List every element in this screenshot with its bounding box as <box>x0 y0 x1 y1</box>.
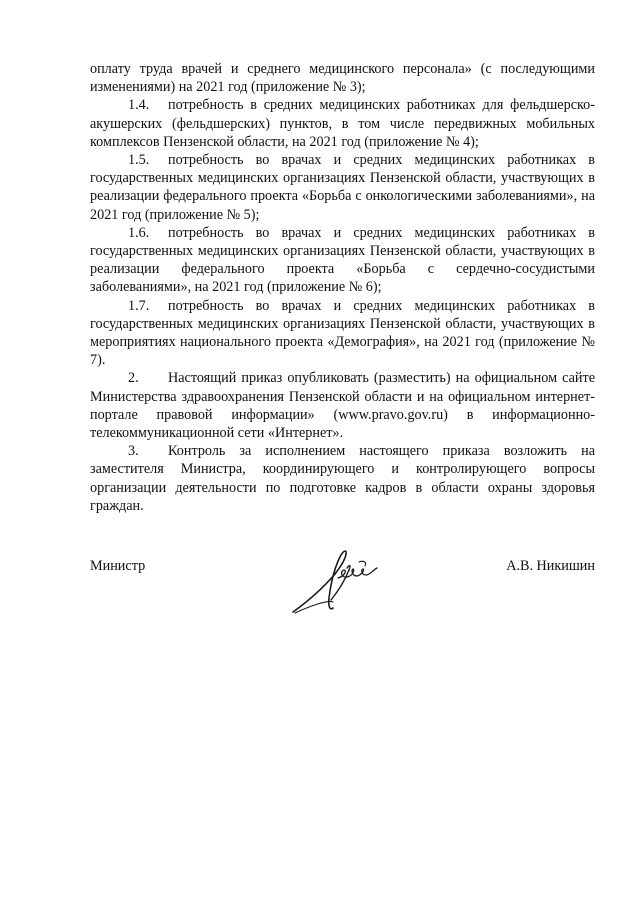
paragraph-number: 3. <box>128 443 139 460</box>
paragraph-1-4 <box>90 96 595 151</box>
document-body <box>90 60 595 515</box>
paragraph-number: 1.7. <box>128 297 150 314</box>
signature-block <box>90 540 595 630</box>
paragraph-number: 1.6. <box>128 224 150 241</box>
paragraph-text: потребность во врачах и средних медицинских работниках в государственных медицинских организациях Пензенской области, участвующих в мероприятиях национального проекта «Демография», на 2021 год (приложение № 7). <box>90 297 595 369</box>
paragraph-1-6 <box>90 224 595 297</box>
paragraph-text: потребность во врачах и средних медицинских работниках в государственных медицинских организациях Пензенской области, участвующих в реализации федерального проекта «Борьба с сердечно-сосудистыми заболеваниями», на 2021 год (приложение № 6); <box>90 224 595 296</box>
paragraph-2 <box>90 369 595 442</box>
paragraph-number: 2. <box>128 370 139 387</box>
paragraph-text: потребность в средних медицинских работниках для фельдшерско-акушерских (фельдшерских) пунктов, в том числе передвижных мобильных комплексов Пензенской области, на 2021 год (приложение № 4); <box>90 97 595 150</box>
handwritten-signature-icon <box>275 540 395 630</box>
paragraph-1-5 <box>90 151 595 224</box>
signatory-name: А.В. Никишин <box>506 558 595 574</box>
paragraph-3 <box>90 442 595 515</box>
paragraph-text: Контроль за исполнением настоящего приказа возложить на заместителя Министра, координирующего и контролирующего вопросы организации деятельности по подготовке кадров в области охраны здоровья граждан. <box>90 443 595 514</box>
paragraph-1-7 <box>90 297 595 370</box>
paragraph-text: потребность во врачах и средних медицинских работниках в государственных медицинских организациях Пензенской области, участвующих в реализации федерального проекта «Борьба с онкологическими заболеваниями», на 2021 год (приложение № 5); <box>90 152 595 223</box>
paragraph-continuation <box>90 60 595 96</box>
paragraph-text: оплату труда врачей и среднего медицинского персонала» (с последующими изменениями) на 2021 год (приложение № 3); <box>90 61 595 96</box>
paragraph-number: 1.4. <box>128 97 150 114</box>
paragraph-text: Настоящий приказ опубликовать (разместить) на официальном сайте Министерства здравоохранения Пензенской области и на официальном интернет-портале правовой информации» (www.pravo.gov.ru) в информационно-телекоммуникационной сети «Интернет». <box>90 370 595 442</box>
signatory-role: Министр <box>90 558 146 574</box>
paragraph-number: 1.5. <box>128 152 150 169</box>
